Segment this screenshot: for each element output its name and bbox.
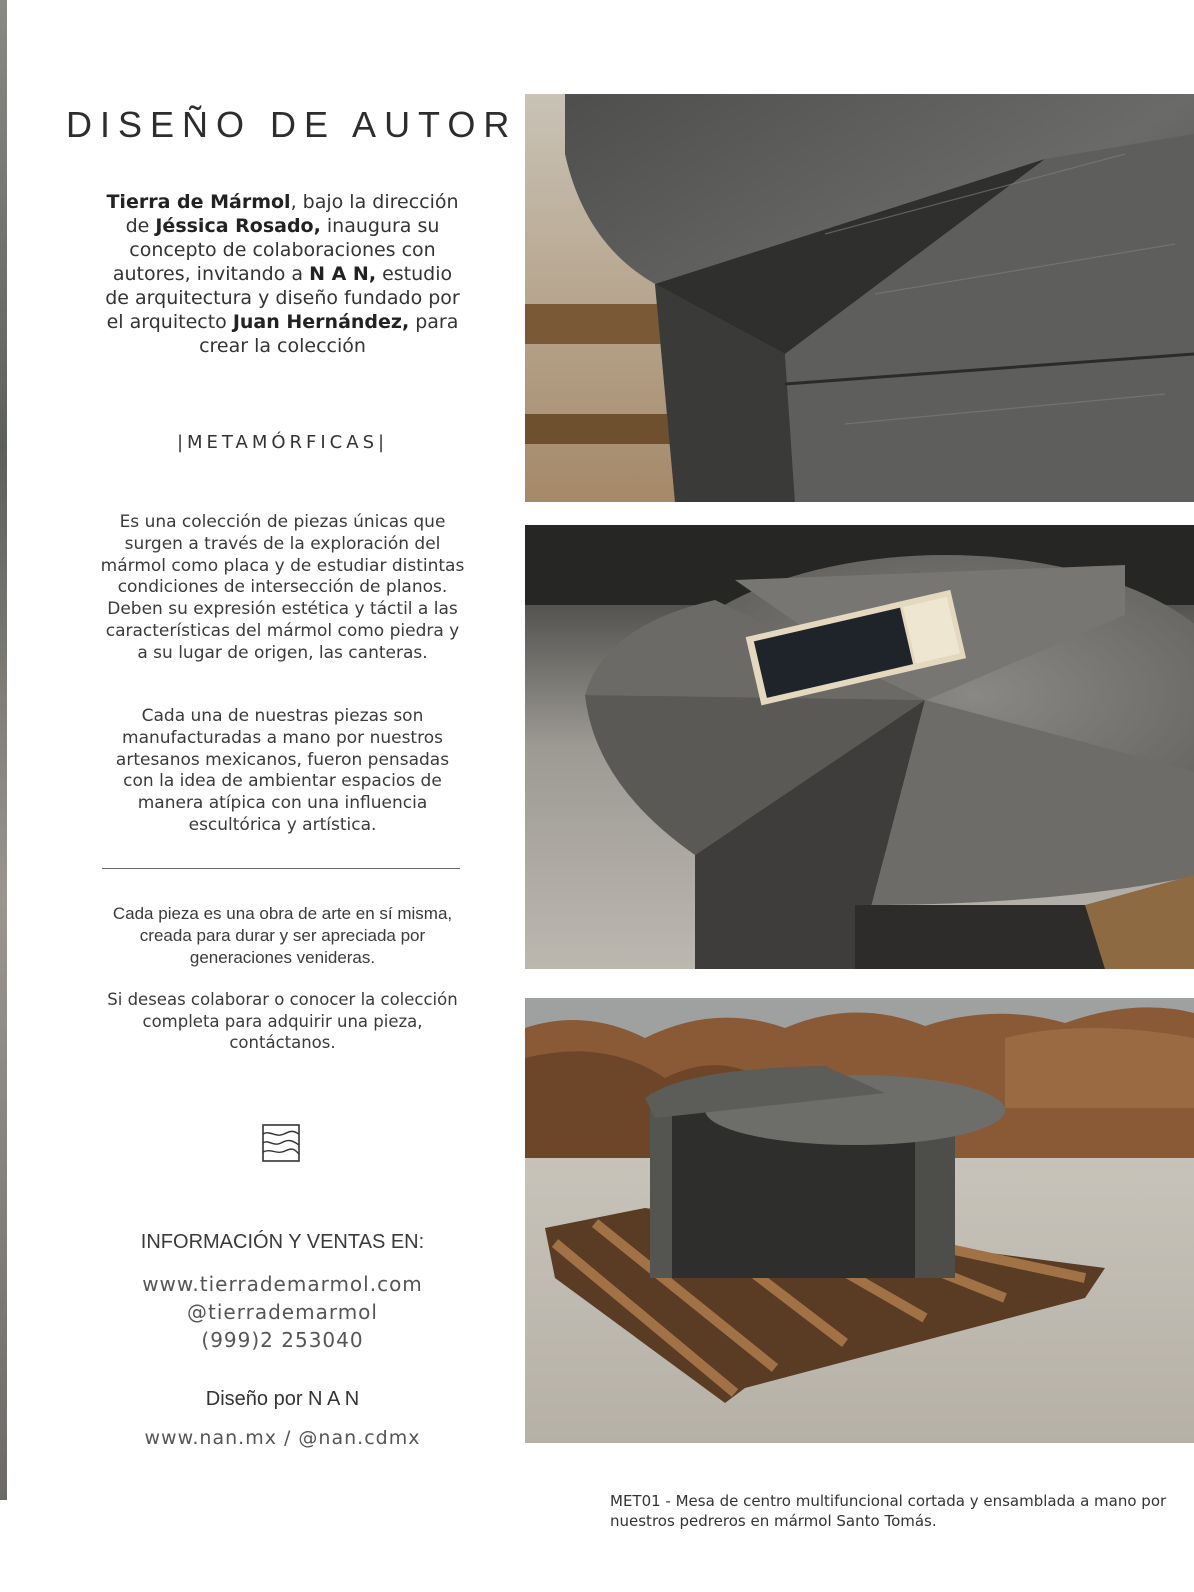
photo-table-closeup bbox=[525, 94, 1194, 502]
contact-paragraph: Si deseas colaborar o conocer la colección completa para adquirir una pieza, contáctanos. bbox=[107, 990, 458, 1052]
description-paragraph-3: Cada pieza es una obra de arte en sí misma, creada para durar y ser apreciada por generaciones venideras. bbox=[112, 904, 453, 967]
phone-number[interactable]: (999)2 253040 bbox=[201, 1328, 364, 1352]
contact-info bbox=[100, 1270, 465, 1354]
intro-paragraph bbox=[100, 190, 465, 358]
studio-name: N A N, bbox=[309, 263, 377, 285]
intro-text: estudio de arquitectura y diseño fundado por el arquitecto bbox=[105, 263, 460, 333]
photo-table-with-magazine bbox=[525, 525, 1194, 969]
instagram-handle[interactable]: @tierrademarmol bbox=[187, 1300, 378, 1324]
marble-waves-icon bbox=[262, 1124, 300, 1162]
collection-name: |METAMÓRFICAS| bbox=[176, 432, 389, 453]
page-edge bbox=[0, 0, 7, 1500]
website-link[interactable]: www.tierrademarmol.com bbox=[142, 1272, 423, 1296]
divider bbox=[102, 868, 460, 869]
description-paragraph-1: Es una colección de piezas únicas que surgen a través de la exploración del mármol como placa y de estudiar distintas condiciones de intersección de planos. Deben su expresión estética y táctil a las características del mármol como piedra y a su lugar de origen, las canteras. bbox=[100, 512, 465, 663]
photo-table-on-pallet bbox=[525, 998, 1194, 1443]
intro-text: inaugura su concepto de colaboraciones con autores, invitando a bbox=[112, 215, 440, 285]
page-title: DISEÑO DE AUTOR bbox=[66, 104, 518, 145]
photo-caption: MET01 - Mesa de centro multifuncional cortada y ensamblada a mano por nuestros pedreros en mármol Santo Tomás. bbox=[610, 1492, 1167, 1530]
design-credit: Diseño por N A N bbox=[205, 1388, 360, 1410]
design-web-link[interactable]: www.nan.mx / @nan.cdmx bbox=[144, 1427, 421, 1449]
intro-text: para crear la colección bbox=[199, 311, 459, 357]
director-name: Jéssica Rosado, bbox=[155, 215, 321, 237]
intro-text: , bajo la dirección de bbox=[125, 191, 459, 237]
description-paragraph-2: Cada una de nuestras piezas son manufacturadas a mano por nuestros artesanos mexicanos, fueron pensadas con la idea de ambientar espacios de manera atípica con una influencia escultórica y artística. bbox=[115, 706, 450, 835]
architect-name: Juan Hernández, bbox=[232, 311, 410, 333]
info-heading: INFORMACIÓN Y VENTAS EN: bbox=[140, 1231, 425, 1253]
brand-name: Tierra de Mármol bbox=[106, 191, 291, 213]
